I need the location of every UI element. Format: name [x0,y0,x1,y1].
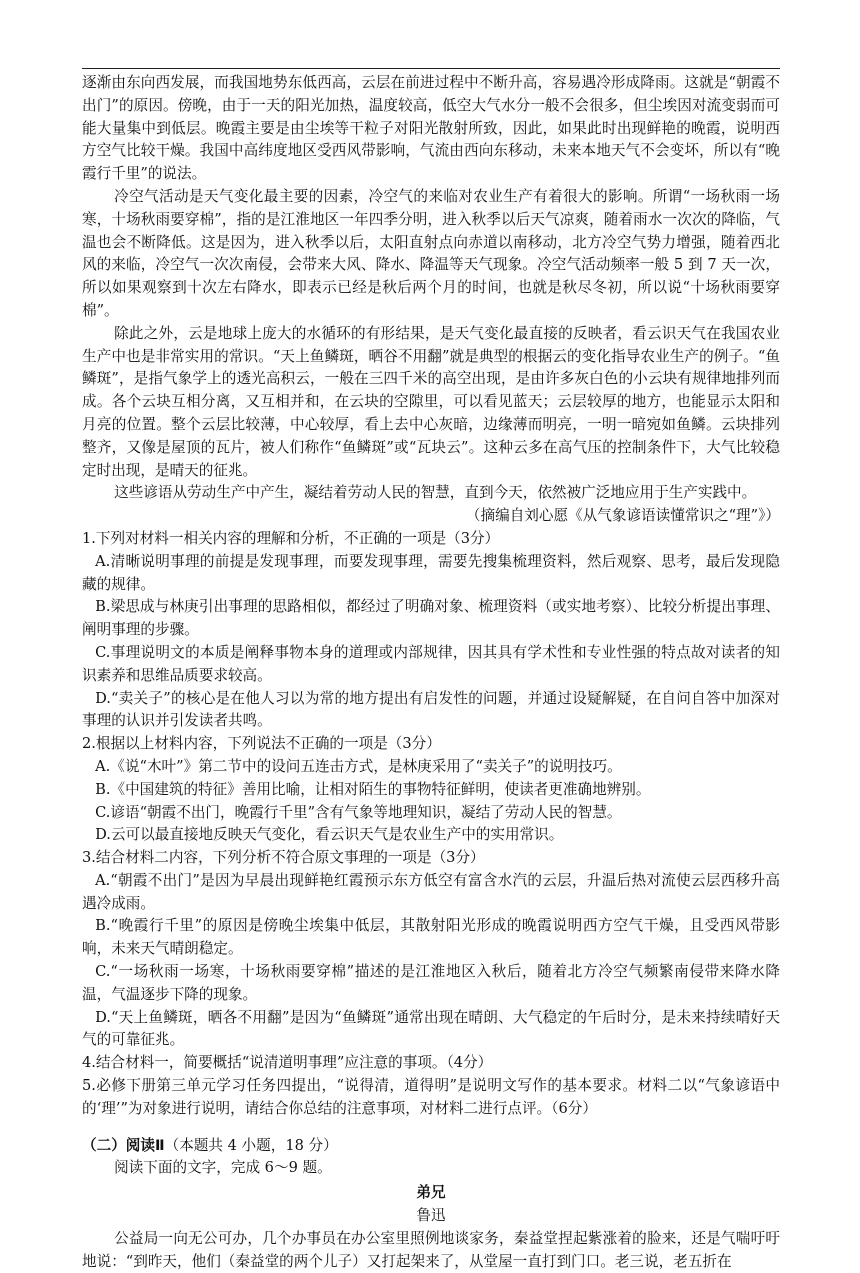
material2-paragraph-1: 逐渐由东向西发展，而我国地势东低西高，云层在前进过程中不断升高，容易遇冷形成降雨。这就是“朝霞不出门”的原因。傍晚，由于一天的阳光加热，温度较高，低空大气水分一般不会很多，但尘埃因对流变弱而可能大量集中到低层。晚霞主要是由尘埃等干粒子对阳光散射所致，因此，如果此时出现鲜艳的晚霞，说明西方空气比较干燥。我国中高纬度地区受西风带影响，气流由西向东移动，未来本地天气不会变坏，所以有“晚霞行千里”的说法。 [82,74,780,183]
material2-paragraph-2: 冷空气活动是天气变化最主要的因素，冷空气的来临对农业生产有着很大的影响。所谓“一场秋雨一场寒，十场秋雨要穿棉”，指的是江淮地区一年四季分明，进入秋季以后天气凉爽，随着雨水一次次的降临，气温也会不断降低。这是因为，进入秋季以后，太阳直射点向赤道以南移动，北方冷空气势力增强，随着西北风的来临，冷空气一次次南侵，会带来大风、降水、降温等天气现象。冷空气活动频率一般 5 到 7 天一次，所以如果观察到十次左右降水，即表示已经是秋后两个月的时间，也就是秋尽冬初，所以说“十场秋雨要穿棉”。 [82,187,780,319]
section-2-heading [82,1135,780,1158]
question-1-stem: 1.下列对材料一相关内容的理解和分析，不正确的一项是（3分） [82,529,500,547]
question-1-option-d: D.“卖关子”的核心是在他人习以为常的地方提出有启发性的问题，并通过设疑解疑，在自问自答中加深对事理的认识并引发读者共鸣。 [82,689,780,730]
section-2-note: （本题共 4 小题，18 分） [164,1136,338,1154]
page-content [82,72,780,1273]
question-3-option-a: A.“朝霞不出门”是因为早晨出现鲜艳红霞预示东方低空有富含水汽的云层，升温后热对流使云层西移升高遇冷成雨。 [82,871,780,912]
question-2-option-b: B.《中国建筑的特征》善用比喻，让相对陌生的事物特征鲜明，使读者更准确地辨别。 [95,780,651,798]
question-2-option-c: C.谚语“朝霞不出门，晚霞行千里”含有气象等地理知识，凝结了劳动人民的智慧。 [95,803,622,821]
question-5: 5.必修下册第三单元学习任务四提出，“说得清，道得明”是说明文写作的基本要求。材料二以“气象谚语中的‘理’”为对象进行说明，请结合你总结的注意事项，对材料二进行点评。（6分） [82,1077,780,1117]
question-2-stem: 2.根据以上材料内容，下列说法不正确的一项是（3分） [82,735,441,753]
material2-citation: （摘编自刘心愿《从气象谚语读懂常识之“理”》） [465,507,780,525]
material2-paragraph-3: 除此之外，云是地球上庞大的水循环的有形结果，是天气变化最直接的反映者，看云识天气在我国农业生产中也是非常实用的常识。“天上鱼鳞斑，晒谷不用翻”就是典型的根据云的变化指导农业生产的例子。“鱼鳞斑”，是指气象学上的透光高积云，一般在三四千米的高空出现，是由许多灰白色的小云块有规律地排列而成。各个云块互相分离，又互相并和，在云块的空隙里，可以看见蓝天；云层较厚的地方，也能显示太阳和月亮的位置。整个云层比较薄，中心较厚，看上去中心灰暗，边缘薄而明亮，一明一暗宛如鱼鳞。云块排列整齐，又像是屋顶的瓦片，被人们称作“鱼鳞斑”或“瓦块云”。这种云多在高气压的控制条件下，大气比较稳定时出现，是晴天的征兆。 [82,324,780,479]
question-3-stem: 3.结合材料二内容，下列分析不符合原文事理的一项是（3分） [82,849,485,867]
question-2-option-d: D.云可以最直接地反映天气变化，看云识天气是农业生产中的实用常识。 [95,826,564,844]
question-3-option-b: B.“晚霞行千里”的原因是傍晚尘埃集中低层，其散射阳光形成的晚霞说明西方空气干燥，且受西风带影响，未来天气晴朗稳定。 [82,917,780,958]
question-4: 4.结合材料一，简要概括“说清道明事理”应注意的事项。（4分） [82,1054,493,1072]
story-title: 弟兄 [416,1184,446,1202]
section-2-label: （二）阅读Ⅱ [82,1136,165,1154]
question-3-option-d: D.“天上鱼鳞斑，晒各不用翻”是因为“鱼鳞斑”通常出现在晴朗、大气稳定的午后时分，是未来持续晴好天气的可靠征兆。 [82,1008,780,1049]
header-rule [82,68,780,69]
story-author: 鲁迅 [416,1207,446,1225]
question-3-option-c: C.“一场秋雨一场寒，十场秋雨要穿棉”描述的是江淮地区入秋后，随着北方冷空气频繁南侵带来降水降温，气温逐步下降的现象。 [82,963,780,1003]
story-paragraph-1: 公益局一向无公可办，几个办事员在办公室里照例地谈家务，秦益堂捏起紫涨着的脸来，还是气喘吁吁地说：“到昨天，他们（秦益堂的两个儿子）又打起架来了，从堂屋一直打到门口。老三说，老五折在 [82,1229,780,1270]
material2-paragraph-4: 这些谚语从劳动生产中产生，凝结着劳动人民的智慧，直到今天，依然被广泛地应用于生产实践中。 [114,484,757,502]
section-2-instruction: 阅读下面的文字，完成 6～9 题。 [114,1159,332,1177]
question-1-option-a: A.清晰说明事理的前提是发现事理，而要发现事理，需要先搜集梳理资料，然后观察、思考，最后发现隐藏的规律。 [82,552,780,593]
question-1-option-c: C.事理说明文的本质是阐释事物本身的道理或内部规律，因其具有学术性和专业性强的特点故对读者的知识素养和思维品质要求较高。 [82,643,780,684]
question-1-option-b: B.梁思成与林庚引出事理的思路相似，都经过了明确对象、梳理资料（或实地考察）、比较分析提出事理、阐明事理的步骤。 [82,598,780,639]
question-2-option-a: A.《说“木叶”》第二节中的设问五连击方式，是林庚采用了“卖关子”的说明技巧。 [95,757,622,775]
